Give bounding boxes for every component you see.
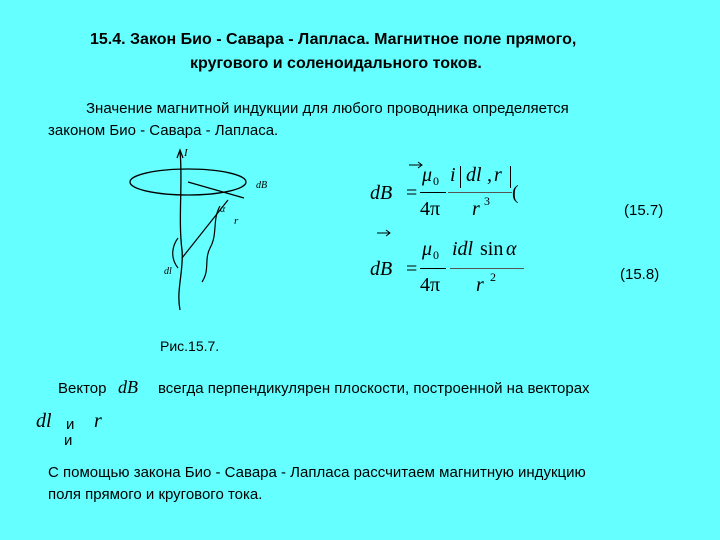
label-dl: dl [164, 266, 172, 277]
current-wire [179, 152, 182, 310]
label-db-circle: dB [256, 180, 268, 191]
conclusion-line-2: поля прямого и кругового тока. [48, 486, 263, 503]
title-line-1: 15.4. Закон Био - Савара - Лапласа. Магнитное поле прямого, [90, 31, 577, 48]
eq1-lhs: dB [370, 182, 393, 204]
vector-prefix: Вектор [58, 380, 107, 397]
eq2-alpha: α [506, 238, 517, 260]
vector-arrow-icon [376, 228, 392, 238]
eq2-den-r: r [476, 274, 484, 296]
eq1-frac-line-1 [420, 192, 446, 193]
eq2-mu: μ [422, 238, 433, 260]
eq1-mu: μ [422, 164, 433, 186]
eq1-num-dl: dl [466, 164, 482, 186]
intro-line-1: Значение магнитной индукции для любого проводника определяется [86, 100, 569, 117]
page-title [40, 28, 720, 76]
eq1-den-r-exp: 3 [484, 194, 490, 208]
eq1-tail: ( [512, 182, 519, 204]
eq1-equals: = [406, 182, 418, 204]
vector-r-symbol: r [94, 410, 102, 432]
conclusion-line-1: С помощью закона Био - Савара - Лапласа рассчитаем магнитную индукцию [48, 464, 586, 481]
equation-number-15-8: (15.8) [620, 266, 660, 283]
equation-15-8 [370, 228, 570, 296]
eq2-den-coef: 4π [420, 274, 441, 296]
vector-and-2: и [64, 432, 73, 449]
label-alpha: α [220, 204, 226, 215]
equation-number-15-7: (15.7) [624, 202, 664, 219]
eq2-sin: sin [480, 238, 504, 260]
eq2-lhs: dB [370, 258, 393, 280]
vector-dl-symbol: dl [36, 410, 52, 432]
eq1-num-i: i [450, 164, 456, 186]
vector-db-symbol: dB [118, 377, 138, 397]
conclusion-paragraph [48, 462, 708, 506]
figure-caption: Рис.15.7. [160, 338, 220, 354]
eq2-den-r-exp: 2 [490, 270, 496, 284]
vector-and-1: и [66, 416, 75, 433]
title-line-2: кругового и соленоидального токов. [190, 55, 482, 72]
eq1-den-r: r [472, 198, 480, 220]
label-r: r [234, 215, 239, 227]
eq2-equals: = [406, 258, 418, 280]
label-current-i: I [184, 147, 188, 159]
eq2-mu-sub: 0 [433, 248, 439, 262]
eq1-num-comma: , [487, 164, 492, 186]
equation-15-7 [370, 160, 570, 224]
eq2-frac-line-2 [450, 268, 524, 269]
eq1-mu-sub: 0 [433, 174, 439, 188]
wavy-curve [202, 206, 220, 282]
eq1-frac-line-2 [448, 192, 512, 193]
eq2-frac-line-1 [420, 268, 446, 269]
intro-line-2: законом Био - Савара - Лапласа. [48, 122, 279, 139]
eq1-num-r: r [494, 164, 502, 186]
eq2-num: idl [452, 238, 474, 260]
eq1-den-coef: 4π [420, 198, 441, 220]
vector-sentence-text: всегда перпендикулярен плоскости, построенной на векторах [158, 380, 590, 397]
biot-savart-figure [120, 140, 280, 320]
dl-segment [173, 238, 178, 268]
intro-paragraph [48, 98, 696, 142]
